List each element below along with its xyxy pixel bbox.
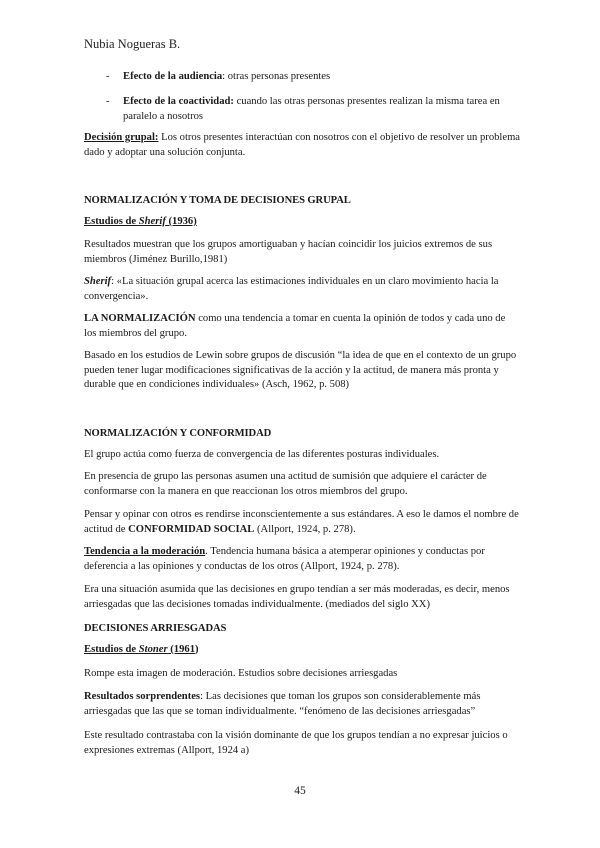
- paragraph-conformidad-social: Pensar y opinar con otros es rendirse inconscientemente a sus estándares. A eso le damos el nombre de actitud de CONFORMIDAD SOCIAL (Allport, 1924, p. 278).: [84, 509, 519, 535]
- page-header-author: Nubia Nogueras B.: [84, 37, 181, 51]
- bullet-text: cuando las otras personas presentes realizan la misma tarea en paralelo a nosotros: [123, 96, 500, 122]
- bullet-term: Efecto de la audiencia: [123, 71, 223, 82]
- decision-grupal-paragraph: Decisión grupal: Los otros presentes interactúan con nosotros con el objetivo de resolver un problema dado y adoptar una solución conjunta.: [84, 132, 521, 158]
- bullet-audiencia: - Efecto de la audiencia: otras personas presentes: [106, 71, 331, 82]
- paragraph-resultados: Resultados sorprendentes: Las decisiones que toman los grupos son considerablemente más arriesgadas que las que se toman individualmente. “fenómeno de las decisiones arriesgadas”: [84, 691, 481, 717]
- paragraph: Rompe esta imagen de moderación. Estudios sobre decisiones arriesgadas: [84, 668, 398, 679]
- paragraph-normalizacion: LA NORMALIZACIÓN como una tendencia a tomar en cuenta la opinión de todos y cada uno de los miembros del grupo.: [84, 313, 506, 339]
- paragraph-moderacion: Tendencia a la moderación. Tendencia humana básica a atemperar opiniones y conductas por deferencia a las opiniones y conductas de los otros (Allport, 1924, p. 278).: [84, 546, 485, 572]
- paragraph-sherif-quote: Sherif: «La situación grupal acerca las estimaciones individuales en un claro movimiento hacia la convergencia».: [84, 276, 499, 302]
- bullet-coactividad: - Efecto de la coactividad: cuando las otras personas presentes realizan la misma tarea en paralelo a nosotros: [106, 96, 500, 122]
- bullet-term: Efecto de la coactividad:: [123, 96, 234, 107]
- subheading-stoner: Estudios de Stoner (1961): [84, 644, 199, 655]
- section-heading-conformidad: NORMALIZACIÓN Y CONFORMIDAD: [84, 428, 272, 439]
- bullet-text: : otras personas presentes: [222, 71, 331, 82]
- section-heading-arriesgadas: DECISIONES ARRIESGADAS: [84, 623, 227, 634]
- paragraph: Este resultado contrastaba con la visión dominante de que los grupos tendían a no expresar juicios o expresiones extremas (Allport, 1924 a): [84, 730, 508, 756]
- subheading-sherif: Estudios de Sherif (1936): [84, 216, 197, 227]
- paragraph: En presencia de grupo las personas asumen una actitud de sumisión que adquiere el carácter de conformarse con la manera en que reaccionan los otros miembros del grupo.: [84, 471, 487, 497]
- section-heading-normalizacion: NORMALIZACIÓN Y TOMA DE DECISIONES GRUPAL: [84, 195, 351, 206]
- paragraph: Resultados muestran que los grupos amortiguaban y hacían coincidir los juicios extremos de sus miembros (Jiménez Burillo,1981): [84, 239, 493, 265]
- paragraph: Era una situación asumida que las decisiones en grupo tendían a ser más moderadas, es decir, menos arriesgadas que las decisiones tomadas individualmente. (mediados del siglo XX): [84, 584, 510, 610]
- paragraph-lewin: Basado en los estudios de Lewin sobre grupos de discusión “la idea de que en el contexto de un grupo pueden tener lugar modificaciones significativas de la acción y la actitud, de manera más pronta y durable que en condiciones individuales» (Asch, 1962, p. 508): [84, 350, 517, 391]
- decision-term: Decisión grupal:: [84, 132, 159, 143]
- paragraph: El grupo actúa como fuerza de convergencia de las diferentes posturas individuales.: [84, 449, 440, 460]
- page-number: 45: [294, 785, 306, 797]
